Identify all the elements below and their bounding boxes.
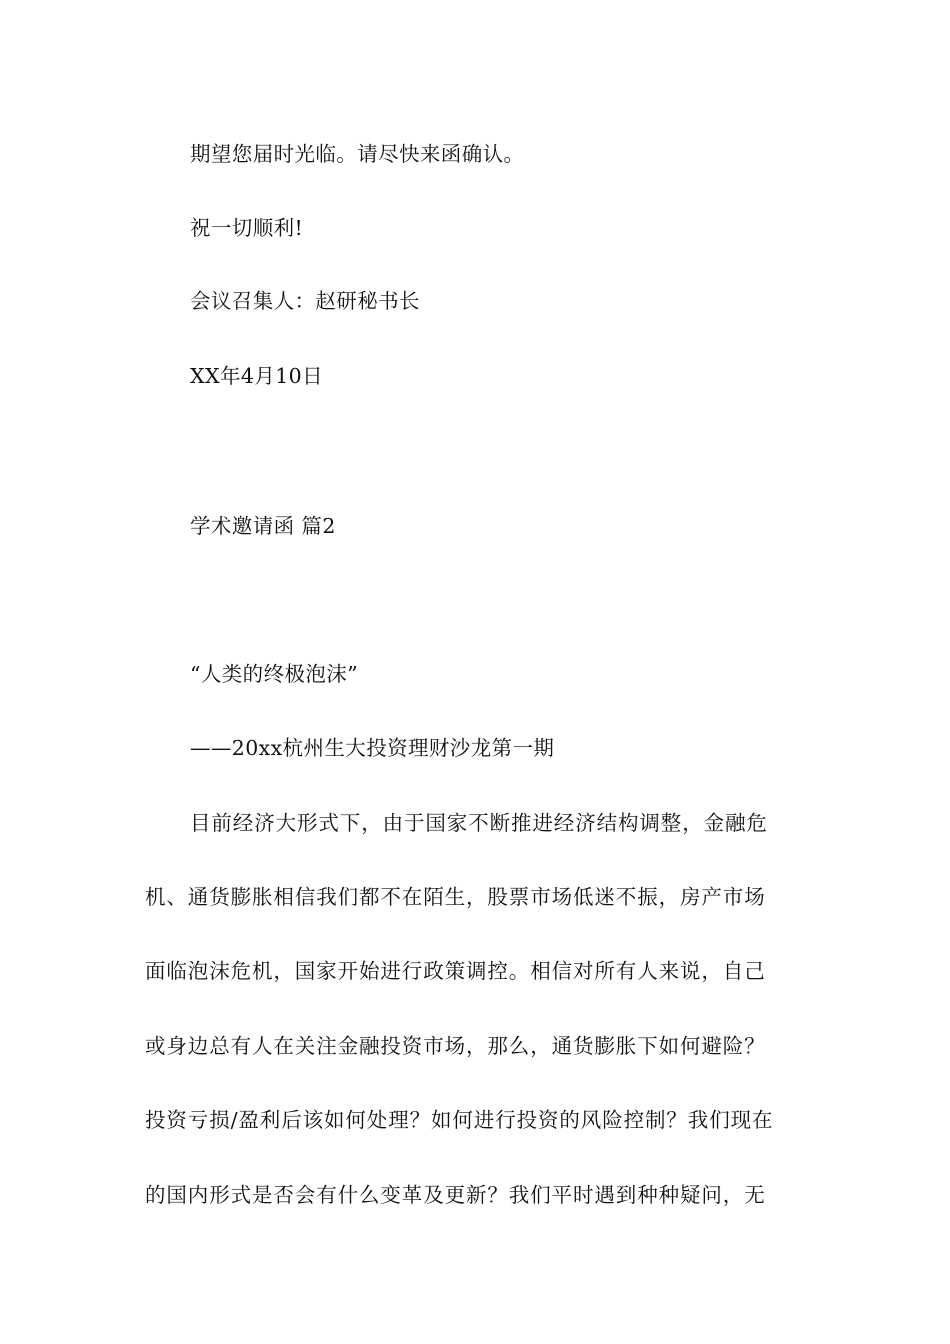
date-line: XX年4月10日 (190, 364, 324, 388)
body-paragraph-line: 的国内形式是否会有什么变革及更新？我们平时遇到种种疑问，无 (145, 1183, 766, 1207)
section-heading: 学术邀请函 篇2 (190, 514, 336, 538)
event-title: “人类的终极泡沫” (190, 662, 359, 686)
body-paragraph-line: 面临泡沫危机，国家开始进行政策调控。相信对所有人来说，自己 (145, 959, 766, 983)
event-subtitle: ——20xx杭州生大投资理财沙龙第一期 (190, 736, 555, 760)
body-paragraph-line: 投资亏损/盈利后该如何处理？如何进行投资的风险控制？我们现在 (145, 1108, 774, 1132)
body-paragraph-line: 或身边总有人在关注金融投资市场，那么，通货膨胀下如何避险？ (145, 1034, 766, 1058)
body-paragraph-line: 机、通货膨胀相信我们都不在陌生，股票市场低迷不振，房产市场 (145, 885, 766, 909)
convener-line: 会议召集人：赵研秘书长 (190, 289, 420, 313)
body-paragraph-line: 目前经济大形式下，由于国家不断推进经济结构调整，金融危 (190, 811, 768, 835)
closing-hope-line: 期望您届时光临。请尽快来函确认。 (190, 142, 525, 166)
closing-wish-line: 祝一切顺利! (190, 216, 304, 240)
